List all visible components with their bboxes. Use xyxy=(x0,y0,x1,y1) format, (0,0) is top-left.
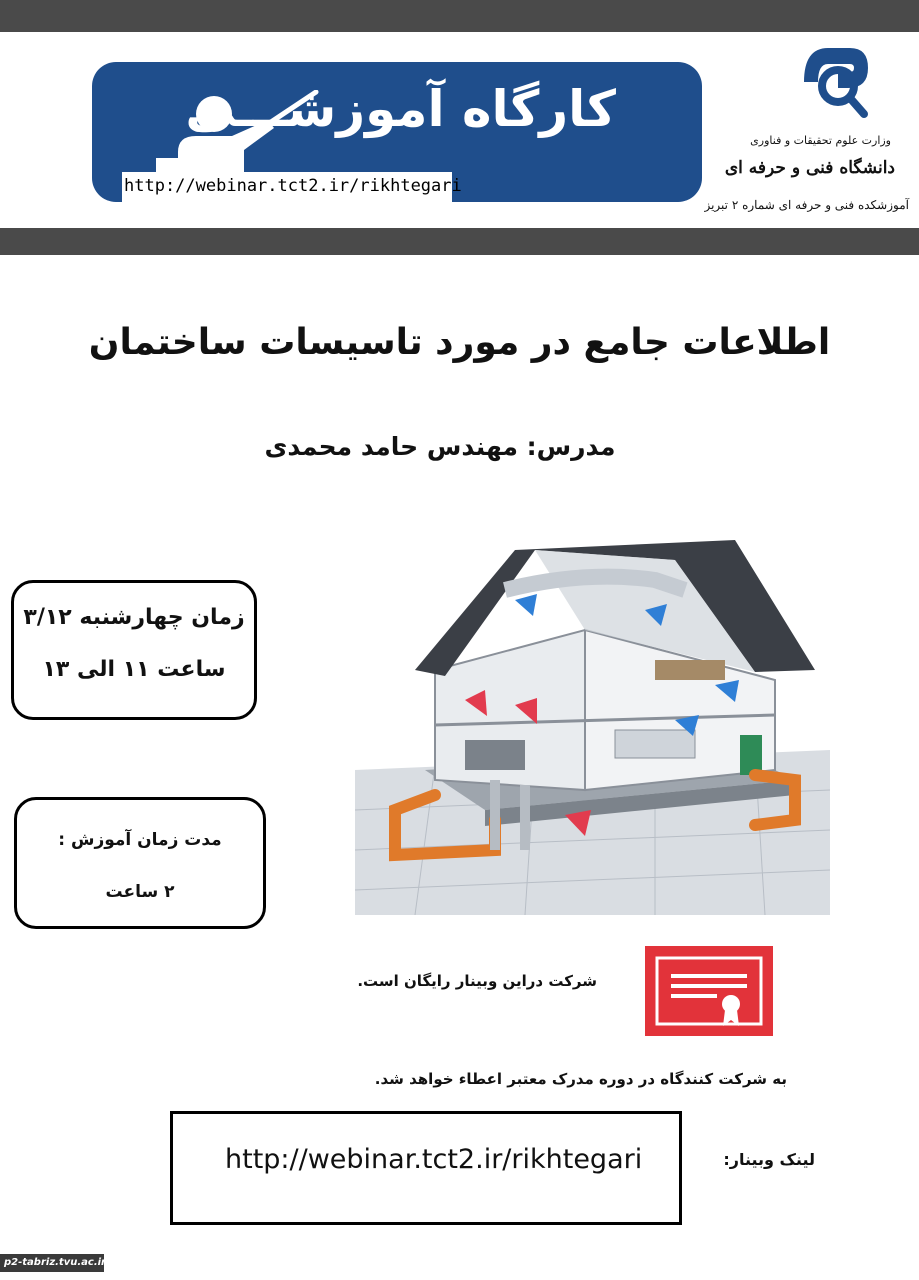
webinar-link-url[interactable]: http://webinar.tct2.ir/rikhtegari xyxy=(225,1144,643,1175)
certificate-note: به شرکت کنندگاه در دوره مدرک معتبر اعطاء خواهد شد. xyxy=(374,1070,787,1088)
page-title: اطلاعات جامع در مورد تاسیسات ساختمان xyxy=(88,322,831,363)
house-hvac-illustration xyxy=(355,520,830,915)
university-logo xyxy=(798,42,872,118)
logo-university-text: دانشگاه فنی و حرفه ای xyxy=(724,158,895,178)
top-bar xyxy=(0,0,919,32)
certificate-icon xyxy=(645,946,773,1036)
duration-value: ۲ ساعت xyxy=(105,882,175,902)
duration-box xyxy=(14,797,266,929)
logo-college-text: آموزشکده فنی و حرفه ای شماره ۲ تبریز xyxy=(704,198,909,212)
logo-ministry-text: وزارت علوم تحقیقات و فناوری xyxy=(750,134,891,147)
webinar-link-box xyxy=(170,1111,682,1225)
banner-title: کارگاه آموزشـــی xyxy=(185,80,616,138)
site-watermark: p2-tabriz.tvu.ac.ir xyxy=(0,1254,104,1272)
schedule-date: زمان چهارشنبه ۳/۱۲ xyxy=(23,605,245,630)
webinar-link-label: لینک وبینار: xyxy=(723,1150,815,1169)
free-participation-note: شرکت دراین وبینار رایگان است. xyxy=(357,972,597,990)
duration-label: مدت زمان آموزش : xyxy=(58,830,222,850)
header-bottom-bar xyxy=(0,228,919,255)
schedule-box xyxy=(11,580,257,720)
schedule-hours: ساعت ۱۱ الی ۱۳ xyxy=(42,657,226,682)
instructor-name: مدرس: مهندس حامد محمدی xyxy=(264,432,616,461)
workshop-banner xyxy=(92,62,702,202)
banner-url[interactable]: http://webinar.tct2.ir/rikhtegari xyxy=(124,176,462,196)
